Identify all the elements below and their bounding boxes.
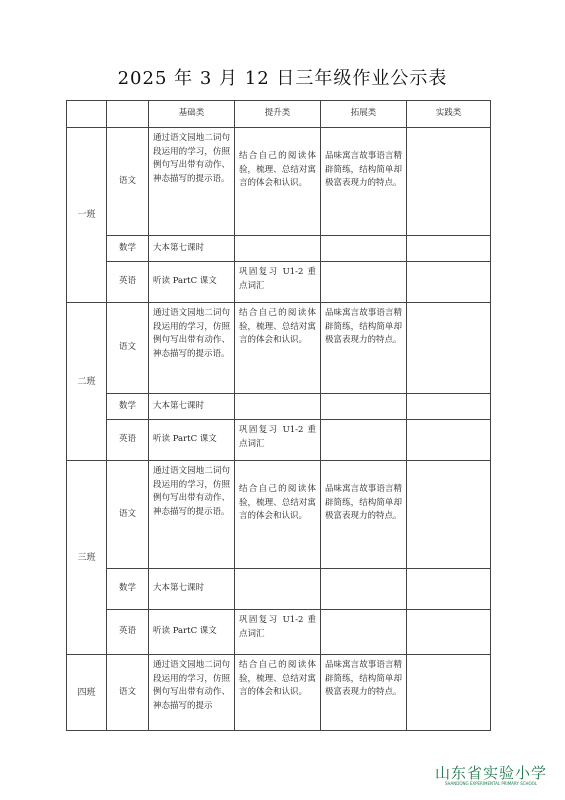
practice-cell [407, 394, 491, 420]
table-row [67, 655, 491, 731]
extend-cell [321, 394, 407, 420]
extend-cell [321, 420, 407, 461]
class-label: 三班 [67, 461, 107, 655]
extend-cell [321, 569, 407, 610]
subject-cell: 语文 [107, 303, 149, 394]
practice-cell [407, 262, 491, 303]
subject-cell: 数学 [107, 236, 149, 262]
improve-cell: 巩固复习 U1-2 重点词汇 [235, 420, 321, 461]
subject-cell: 英语 [107, 610, 149, 655]
header-basic: 基础类 [149, 101, 235, 128]
table-row [67, 569, 491, 610]
class-label: 四班 [67, 655, 107, 731]
subject-cell: 语文 [107, 128, 149, 236]
improve-cell [235, 236, 321, 262]
subject-cell: 英语 [107, 420, 149, 461]
table-row [67, 303, 491, 394]
class-label: 二班 [67, 303, 107, 461]
header-subject [107, 101, 149, 128]
subject-cell: 语文 [107, 461, 149, 569]
improve-cell: 结合自己的阅读体验，梳理、总结对寓言的体会和认识。 [235, 303, 321, 394]
basic-cell: 通过语文园地二词句段运用的学习，仿照例句写出带有动作、神态描写的提示语。 [149, 461, 235, 569]
extend-cell [321, 610, 407, 655]
basic-cell: 通过语文园地二词句段运用的学习，仿照例句写出带有动作、神态描写的提示语。 [149, 303, 235, 394]
subject-cell: 语文 [107, 655, 149, 731]
table-row [67, 236, 491, 262]
improve-cell: 巩固复习 U1-2 重点词汇 [235, 610, 321, 655]
header-practice: 实践类 [407, 101, 491, 128]
subject-cell: 数学 [107, 569, 149, 610]
homework-table [66, 100, 491, 731]
practice-cell [407, 303, 491, 394]
class-label: 一班 [67, 128, 107, 303]
practice-cell [407, 461, 491, 569]
school-logo [431, 762, 551, 788]
school-name-cn: 山东省实验小学 [434, 764, 547, 782]
header-row [67, 101, 491, 128]
table-row [67, 420, 491, 461]
improve-cell [235, 569, 321, 610]
table-row [67, 461, 491, 569]
table-row [67, 262, 491, 303]
header-class [67, 101, 107, 128]
basic-cell: 大本第七课时 [149, 569, 235, 610]
basic-cell: 通过语文园地二词句段运用的学习，仿照例句写出带有动作、神态描写的提示 [149, 655, 235, 731]
header-extend: 拓展类 [321, 101, 407, 128]
improve-cell: 巩固复习 U1-2 重点词汇 [235, 262, 321, 303]
table-row [67, 610, 491, 655]
practice-cell [407, 610, 491, 655]
basic-cell: 通过语文园地二词句段运用的学习，仿照例句写出带有动作、神态描写的提示语。 [149, 128, 235, 236]
practice-cell [407, 236, 491, 262]
basic-cell: 听读 PartC 课文 [149, 262, 235, 303]
improve-cell: 结合自己的阅读体验，梳理、总结对寓言的体会和认识。 [235, 461, 321, 569]
basic-cell: 大本第七课时 [149, 394, 235, 420]
improve-cell [235, 394, 321, 420]
improve-cell: 结合自己的阅读体验，梳理、总结对寓言的体会和认识。 [235, 128, 321, 236]
subject-cell: 英语 [107, 262, 149, 303]
extend-cell: 品味寓言故事语言精辟简练，结构简单却极富表现力的特点。 [321, 128, 407, 236]
extend-cell: 品味寓言故事语言精辟简练，结构简单却极富表现力的特点。 [321, 461, 407, 569]
subject-cell: 数学 [107, 394, 149, 420]
practice-cell [407, 128, 491, 236]
basic-cell: 听读 PartC 课文 [149, 420, 235, 461]
extend-cell [321, 236, 407, 262]
extend-cell: 品味寓言故事语言精辟简练，结构简单却极富表现力的特点。 [321, 303, 407, 394]
basic-cell: 大本第七课时 [149, 236, 235, 262]
table-row [67, 394, 491, 420]
page-title: 2025 年 3 月 12 日三年级作业公示表 [117, 68, 448, 89]
extend-cell [321, 262, 407, 303]
extend-cell: 品味寓言故事语言精辟简练，结构简单却极富表现力的特点。 [321, 655, 407, 731]
practice-cell [407, 655, 491, 731]
table-row [67, 128, 491, 236]
practice-cell [407, 420, 491, 461]
header-improve: 提升类 [235, 101, 321, 128]
practice-cell [407, 569, 491, 610]
basic-cell: 听读 PartC 课文 [149, 610, 235, 655]
school-name-en: SHANDONG EXPERIMENTAL PRIMARY SCHOOL [444, 781, 538, 786]
improve-cell: 结合自己的阅读体验，梳理、总结对寓言的体会和认识。 [235, 655, 321, 731]
